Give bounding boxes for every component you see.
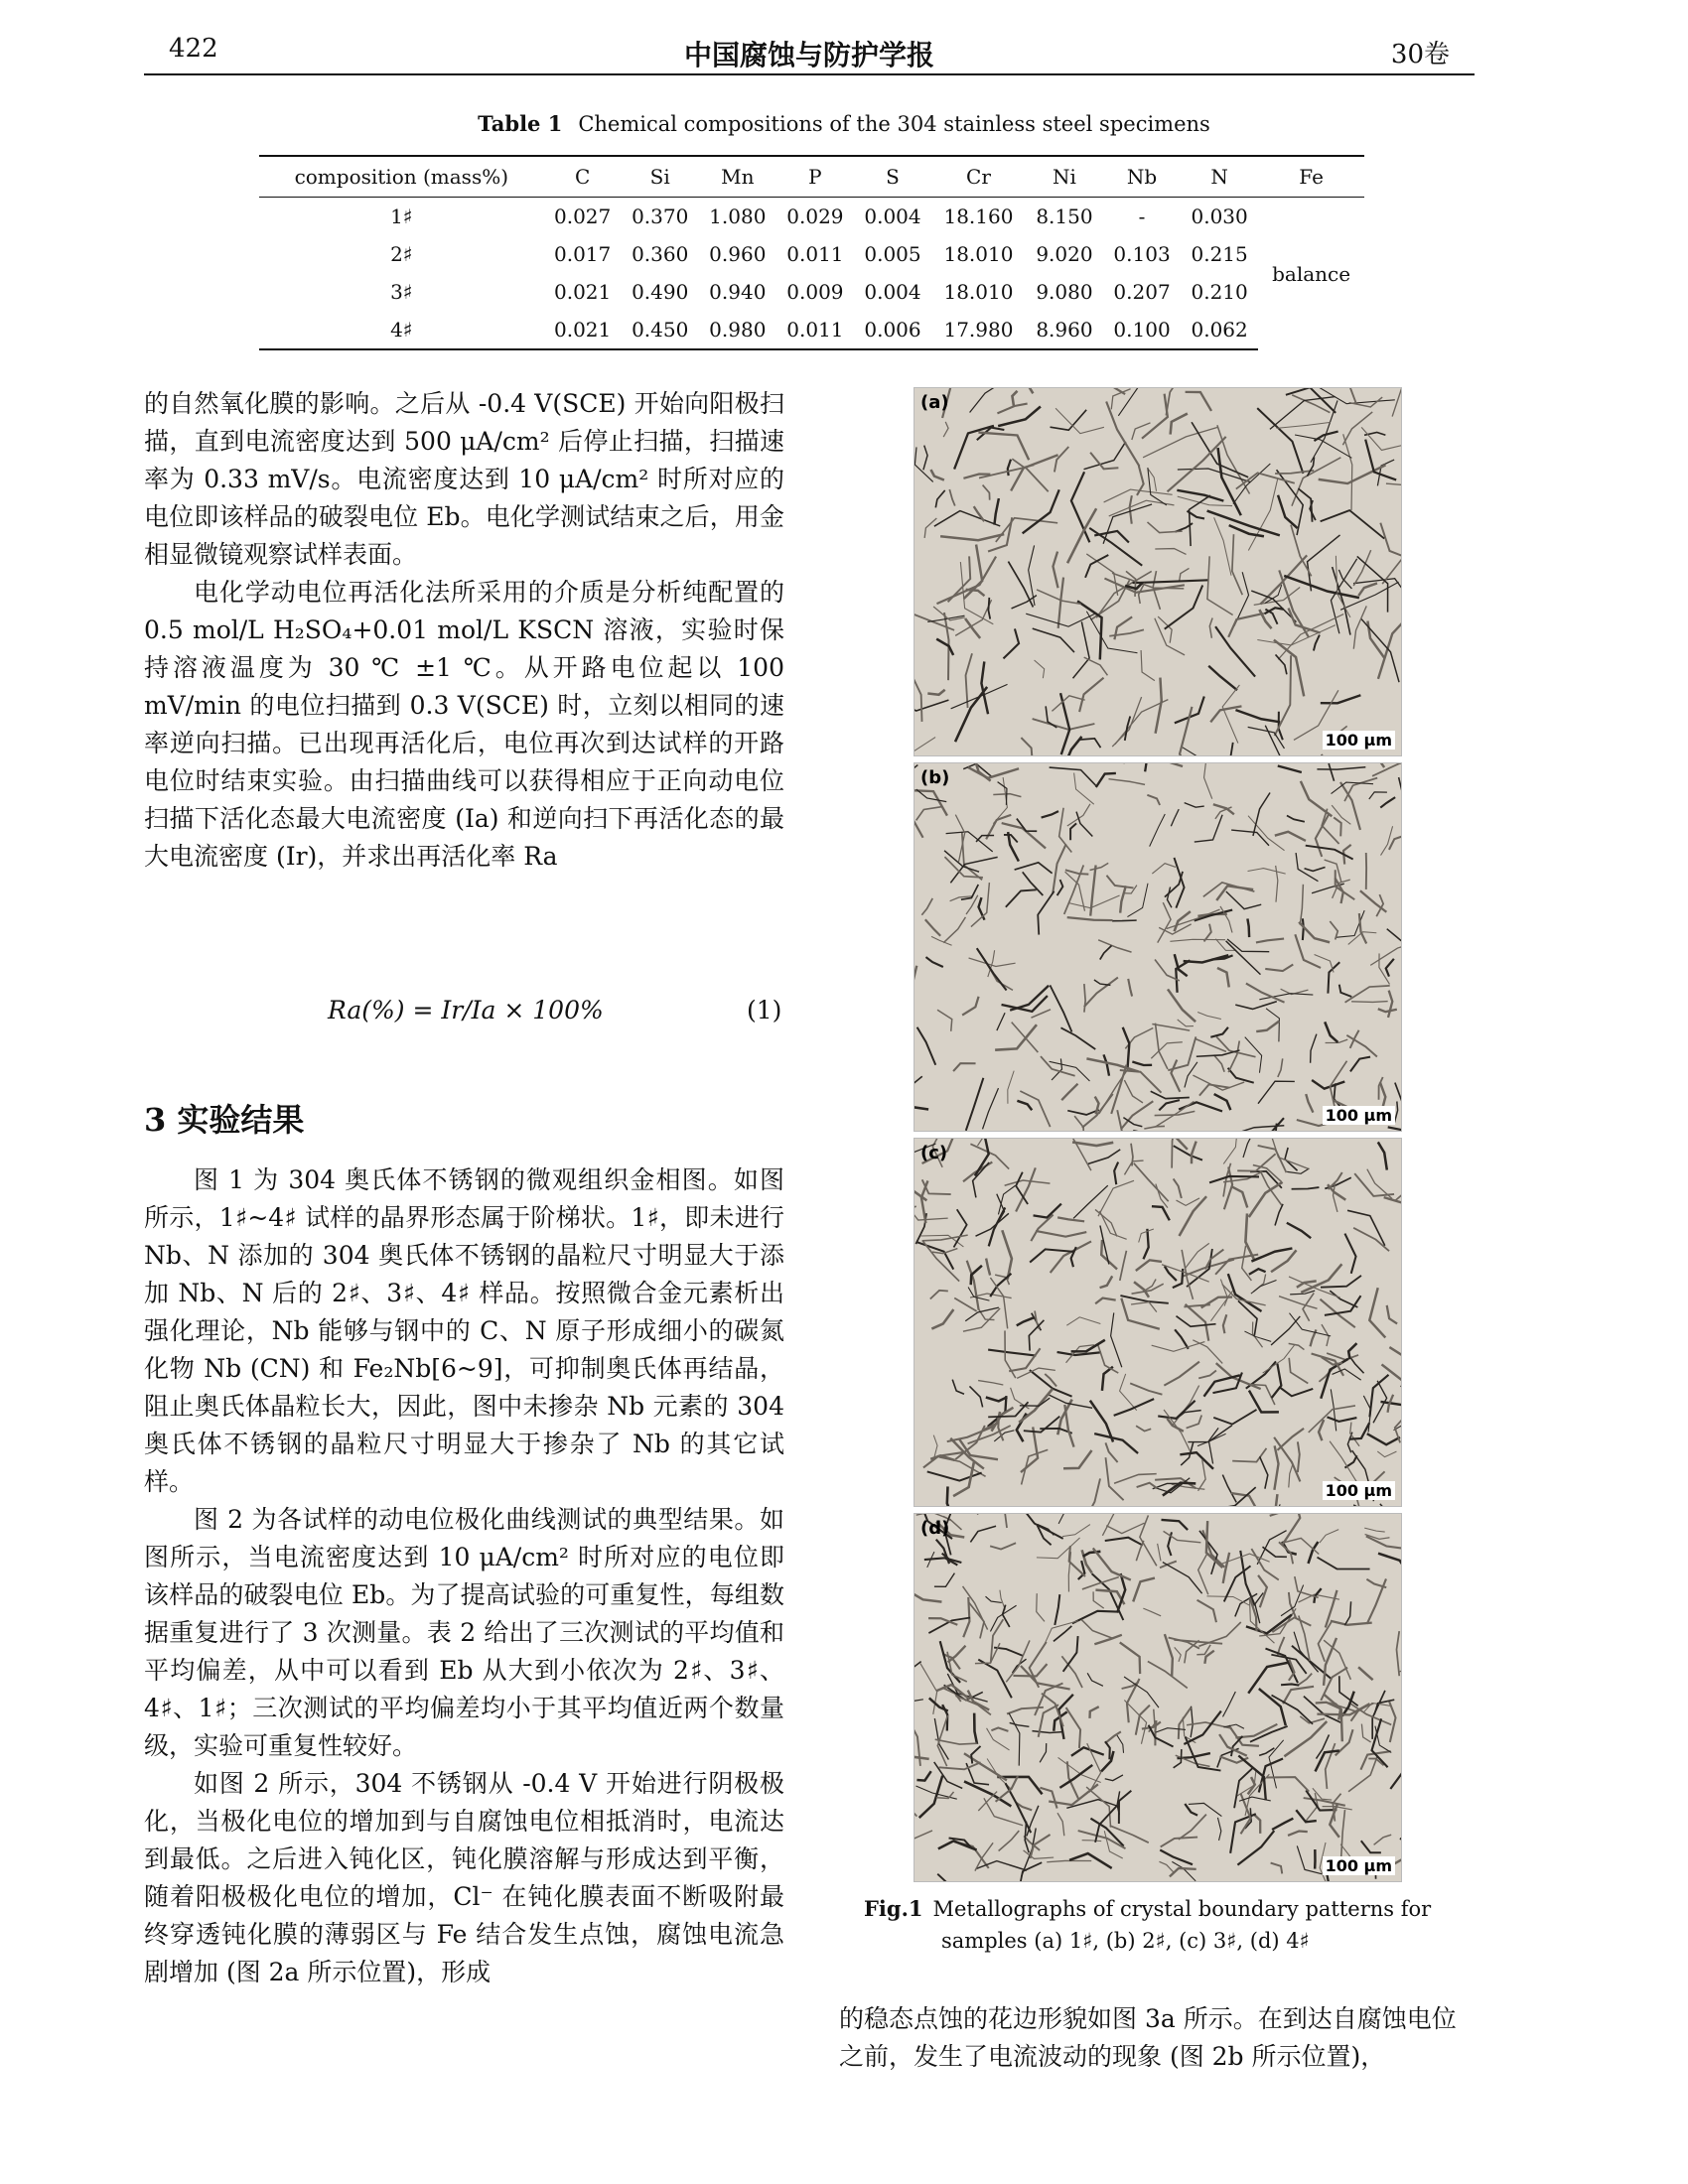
table-cell: 0.021	[544, 311, 622, 349]
journal-title: 中国腐蚀与防护学报	[683, 39, 934, 71]
table-cell: 18.010	[943, 242, 1014, 266]
table-cell: 0.030	[1191, 205, 1248, 228]
table-header-cell: N	[1181, 156, 1258, 198]
table-cell: 0.005	[864, 242, 921, 266]
table-row	[259, 273, 1364, 311]
left-column-bottom	[144, 1161, 784, 1991]
table-label: Table 1	[478, 111, 563, 136]
body-paragraph: 如图 2 所示，304 不锈钢从 -0.4 V 开始进行阴极极化，当极化电位的增加到与自腐蚀电位相抵消时，电流达到最低。之后进入钝化区，钝化膜溶解与形成达到平衡，随着阳极极化电位的增加，Cl⁻ 在钝化膜表面不断吸附最终穿透钝化膜的薄弱区与 Fe 结合发生点蚀，腐蚀电流急剧增加 (图 2a 所示位置)，形成	[144, 1769, 784, 1986]
page-header	[144, 34, 1475, 75]
table-cell: 0.450	[622, 311, 699, 349]
body-paragraph: 图 2 为各试样的动电位极化曲线测试的典型结果。如图所示，当电流密度达到 10 μA/cm² 时所对应的电位即该样品的破裂电位 Eb。为了提高试验的可重复性，每组数据重复进行了 3 次测量。表 2 给出了三次测试的平均值和平均偏差，从中可以看到 Eb 从大到小依次为 2♯、3♯、4♯、1♯；三次测试的平均偏差均小于其平均值近两个数量级，实验可重复性较好。	[144, 1505, 784, 1760]
table-cell: 0.017	[553, 242, 612, 266]
table-caption-text: Chemical compositions of the 304 stainless steel specimens	[578, 112, 1210, 136]
table-cell: 0.960	[709, 242, 767, 266]
table-cell: 0.006	[854, 311, 931, 349]
table-cell: 3♯	[390, 280, 413, 304]
table-caption	[0, 111, 1688, 136]
table-cell: 0.027	[553, 205, 612, 228]
table-header-cell: Nb	[1103, 156, 1181, 198]
table-header-row	[259, 156, 1364, 198]
table-cell: 8.960	[1026, 311, 1103, 349]
table-header-cell: Mn	[699, 156, 776, 198]
equation-number: (1)	[747, 996, 782, 1024]
panel-label: (c)	[920, 1143, 948, 1163]
table-cell: 0.100	[1103, 311, 1181, 349]
table-cell: 0.103	[1113, 242, 1171, 266]
composition-table	[259, 155, 1364, 350]
table-cell: 17.980	[931, 311, 1026, 349]
body-paragraph: 电化学动电位再活化法所采用的介质是分析纯配置的 0.5 mol/L H₂SO₄+0.01 mol/L KSCN 溶液，实验时保持溶液温度为 30 ℃ ±1 ℃。从开路电位起以 100 mV/min 的电位扫描到 0.3 V(SCE) 时，立刻以相同的速率逆向扫描。已出现再活化后，电位再次到达试样的开路电位时结束实验。由扫描曲线可以获得相应于正向动电位扫描下活化态最大电流密度 (Ia) 和逆向扫下再活化态的最大电流密度 (Ir)，并求出再活化率 Ra	[144, 578, 784, 871]
table-cell: 1.080	[709, 205, 767, 228]
table-cell: 8.150	[1036, 205, 1093, 228]
micrograph-panel-b	[914, 762, 1402, 1132]
figure-label: Fig.1	[864, 1896, 923, 1921]
table-cell: 2♯	[390, 242, 413, 266]
table-header-cell: S	[854, 156, 931, 198]
table-cell: 0.011	[776, 311, 854, 349]
figure-caption-line: Metallographs of crystal boundary patterns for	[932, 1897, 1432, 1921]
table-cell: 0.370	[632, 205, 689, 228]
table-cell: 1♯	[390, 205, 413, 228]
scale-bar-label: 100 μm	[1323, 1481, 1395, 1500]
micrograph-panel-c	[914, 1138, 1402, 1507]
table-cell: 0.004	[864, 205, 921, 228]
table-cell: 0.029	[786, 205, 844, 228]
table-cell: 18.160	[943, 205, 1014, 228]
table-cell: 0.207	[1113, 280, 1171, 304]
micrograph-image	[914, 763, 1401, 1131]
table-cell: 18.010	[943, 280, 1014, 304]
micrograph-image	[914, 1514, 1401, 1881]
panel-label: (b)	[920, 767, 950, 788]
section-title: 3 实验结果	[144, 1101, 305, 1139]
table-row	[259, 311, 1364, 349]
micrograph-panel-a	[914, 387, 1402, 756]
page-number: 422	[169, 34, 218, 64]
table-header-cell: Ni	[1026, 156, 1103, 198]
table-cell: 9.020	[1036, 242, 1093, 266]
micrograph-image	[914, 388, 1401, 755]
right-column-text	[839, 2000, 1475, 2076]
table-header-cell: Fe	[1258, 156, 1364, 198]
table-cell: 4♯	[259, 311, 544, 349]
table-cell: 9.080	[1036, 280, 1093, 304]
fe-balance-cell: balance	[1272, 261, 1351, 286]
micrograph-image	[914, 1139, 1401, 1506]
table-header-cell: Cr	[931, 156, 1026, 198]
table-cell: 0.490	[632, 280, 689, 304]
table-header-cell: Si	[622, 156, 699, 198]
table-cell: -	[1138, 205, 1146, 228]
table-header-cell: composition (mass%)	[259, 156, 544, 198]
table-cell: 0.004	[864, 280, 921, 304]
equation: Ra(%) = Ir/Ia × 100%	[328, 996, 604, 1024]
figure-caption	[864, 1893, 1450, 1957]
table-cell: 0.011	[786, 242, 844, 266]
table-cell: 0.980	[699, 311, 776, 349]
table-cell: 0.021	[553, 280, 612, 304]
scale-bar-label: 100 μm	[1323, 731, 1395, 750]
body-paragraph: 的自然氧化膜的影响。之后从 -0.4 V(SCE) 开始向阳极扫描，直到电流密度达到 500 μA/cm² 后停止扫描，扫描速率为 0.33 mV/s。电流密度达到 10 μA/cm² 时所对应的电位即该样品的破裂电位 Eb。电化学测试结束之后，用金相显微镜观察试样表面。	[144, 389, 784, 569]
table-cell: 0.062	[1181, 311, 1258, 349]
table-header-cell: P	[776, 156, 854, 198]
table-row	[259, 198, 1364, 236]
body-paragraph: 图 1 为 304 奥氏体不锈钢的微观组织金相图。如图所示，1♯~4♯ 试样的晶界形态属于阶梯状。1♯，即未进行 Nb、N 添加的 304 奥氏体不锈钢的晶粒尺寸明显大于添加 Nb、N 后的 2♯、3♯、4♯ 样品。按照微合金元素析出强化理论，Nb 能够与钢中的 C、N 原子形成细小的碳氮化物 Nb (CN) 和 Fe₂Nb[6~9]，可抑制奥氏体再结晶，阻止奥氏体晶粒长大，因此，图中未掺杂 Nb 元素的 304 奥氏体不锈钢的晶粒尺寸明显大于掺杂了 Nb 的其它试样。	[144, 1165, 784, 1496]
scale-bar-label: 100 μm	[1323, 1106, 1395, 1125]
left-column-top	[144, 385, 784, 876]
table-cell: 0.360	[632, 242, 689, 266]
table-cell: 0.210	[1191, 280, 1248, 304]
table-cell: 0.940	[709, 280, 767, 304]
scale-bar-label: 100 μm	[1323, 1856, 1395, 1875]
table-row	[259, 235, 1364, 273]
volume-label: 30卷	[1390, 40, 1450, 69]
micrograph-panel-d	[914, 1513, 1402, 1882]
body-paragraph: 的稳态点蚀的花边形貌如图 3a 所示。在到达自腐蚀电位之前，发生了电流波动的现象 (图 2b 所示位置)，	[839, 2004, 1457, 2071]
panel-label: (d)	[920, 1518, 950, 1539]
panel-label: (a)	[920, 392, 949, 413]
table-cell: 0.009	[786, 280, 844, 304]
table-cell: 0.215	[1191, 242, 1248, 266]
figure-caption-line: samples (a) 1♯, (b) 2♯, (c) 3♯, (d) 4♯	[941, 1929, 1310, 1953]
table-header-cell: C	[544, 156, 622, 198]
